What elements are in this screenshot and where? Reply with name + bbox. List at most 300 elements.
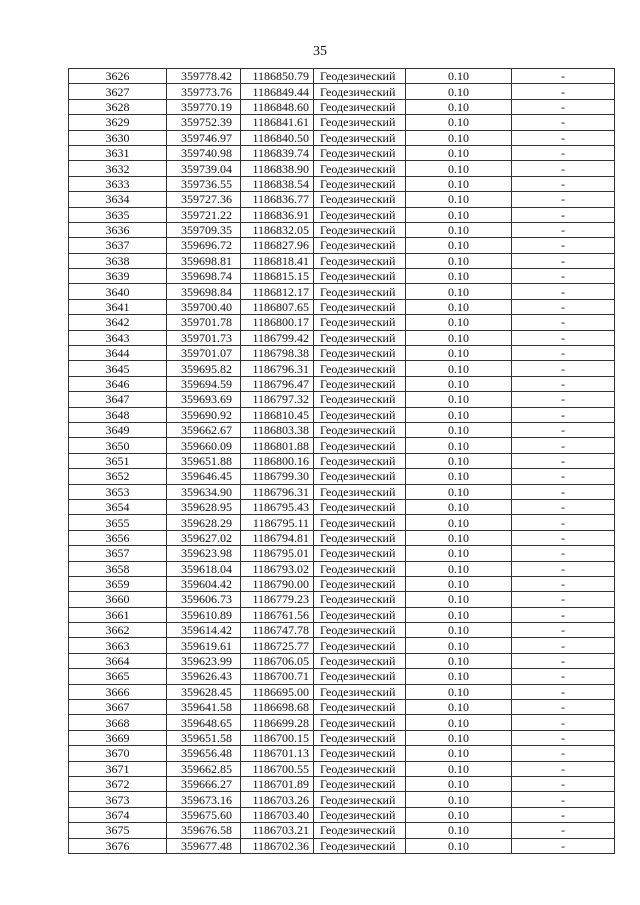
accuracy-cell: 0.10 [406, 776, 512, 791]
method-cell: Геодезический [314, 207, 406, 222]
accuracy-cell: 0.10 [406, 592, 512, 607]
y-coordinate-cell: 1186840.50 [241, 130, 314, 145]
note-cell: - [512, 530, 615, 545]
x-coordinate-cell: 359618.04 [167, 561, 241, 576]
x-coordinate-cell: 359770.19 [167, 99, 241, 114]
method-cell: Геодезический [314, 222, 406, 237]
x-coordinate-cell: 359700.40 [167, 299, 241, 314]
note-cell: - [512, 499, 615, 514]
y-coordinate-cell: 1186836.77 [241, 192, 314, 207]
point-number-cell: 3628 [69, 99, 167, 114]
note-cell: - [512, 145, 615, 160]
y-coordinate-cell: 1186797.32 [241, 392, 314, 407]
accuracy-cell: 0.10 [406, 823, 512, 838]
table-row [69, 207, 615, 222]
accuracy-cell: 0.10 [406, 346, 512, 361]
table-row [69, 269, 615, 284]
table-row [69, 238, 615, 253]
accuracy-cell: 0.10 [406, 299, 512, 314]
table-row [69, 653, 615, 668]
y-coordinate-cell: 1186701.13 [241, 746, 314, 761]
accuracy-cell: 0.10 [406, 422, 512, 437]
note-cell: - [512, 561, 615, 576]
coordinates-table-body [69, 69, 615, 854]
y-coordinate-cell: 1186799.30 [241, 469, 314, 484]
note-cell: - [512, 607, 615, 622]
method-cell: Геодезический [314, 346, 406, 361]
y-coordinate-cell: 1186801.88 [241, 438, 314, 453]
y-coordinate-cell: 1186810.45 [241, 407, 314, 422]
x-coordinate-cell: 359623.98 [167, 546, 241, 561]
accuracy-cell: 0.10 [406, 130, 512, 145]
x-coordinate-cell: 359660.09 [167, 438, 241, 453]
table-row [69, 130, 615, 145]
table-row [69, 161, 615, 176]
note-cell: - [512, 392, 615, 407]
accuracy-cell: 0.10 [406, 376, 512, 391]
accuracy-cell: 0.10 [406, 484, 512, 499]
y-coordinate-cell: 1186795.11 [241, 515, 314, 530]
accuracy-cell: 0.10 [406, 84, 512, 99]
accuracy-cell: 0.10 [406, 653, 512, 668]
point-number-cell: 3675 [69, 823, 167, 838]
accuracy-cell: 0.10 [406, 361, 512, 376]
method-cell: Геодезический [314, 592, 406, 607]
note-cell: - [512, 84, 615, 99]
x-coordinate-cell: 359701.07 [167, 346, 241, 361]
method-cell: Геодезический [314, 546, 406, 561]
y-coordinate-cell: 1186836.91 [241, 207, 314, 222]
table-row [69, 361, 615, 376]
point-number-cell: 3641 [69, 299, 167, 314]
accuracy-cell: 0.10 [406, 684, 512, 699]
method-cell: Геодезический [314, 715, 406, 730]
table-row [69, 284, 615, 299]
y-coordinate-cell: 1186699.28 [241, 715, 314, 730]
point-number-cell: 3659 [69, 576, 167, 591]
point-number-cell: 3637 [69, 238, 167, 253]
y-coordinate-cell: 1186695.00 [241, 684, 314, 699]
x-coordinate-cell: 359693.69 [167, 392, 241, 407]
accuracy-cell: 0.10 [406, 284, 512, 299]
x-coordinate-cell: 359666.27 [167, 776, 241, 791]
point-number-cell: 3664 [69, 653, 167, 668]
note-cell: - [512, 269, 615, 284]
note-cell: - [512, 453, 615, 468]
point-number-cell: 3642 [69, 315, 167, 330]
x-coordinate-cell: 359641.58 [167, 700, 241, 715]
accuracy-cell: 0.10 [406, 407, 512, 422]
point-number-cell: 3638 [69, 253, 167, 268]
y-coordinate-cell: 1186838.90 [241, 161, 314, 176]
accuracy-cell: 0.10 [406, 792, 512, 807]
table-row [69, 592, 615, 607]
note-cell: - [512, 207, 615, 222]
method-cell: Геодезический [314, 69, 406, 84]
accuracy-cell: 0.10 [406, 730, 512, 745]
point-number-cell: 3663 [69, 638, 167, 653]
x-coordinate-cell: 359675.60 [167, 807, 241, 822]
table-row [69, 69, 615, 84]
y-coordinate-cell: 1186703.26 [241, 792, 314, 807]
accuracy-cell: 0.10 [406, 669, 512, 684]
table-row [69, 253, 615, 268]
x-coordinate-cell: 359648.65 [167, 715, 241, 730]
method-cell: Геодезический [314, 145, 406, 160]
point-number-cell: 3636 [69, 222, 167, 237]
y-coordinate-cell: 1186798.38 [241, 346, 314, 361]
note-cell: - [512, 438, 615, 453]
method-cell: Геодезический [314, 238, 406, 253]
y-coordinate-cell: 1186701.89 [241, 776, 314, 791]
table-row [69, 561, 615, 576]
method-cell: Геодезический [314, 299, 406, 314]
point-number-cell: 3667 [69, 700, 167, 715]
point-number-cell: 3626 [69, 69, 167, 84]
table-row [69, 115, 615, 130]
method-cell: Геодезический [314, 669, 406, 684]
accuracy-cell: 0.10 [406, 315, 512, 330]
note-cell: - [512, 407, 615, 422]
accuracy-cell: 0.10 [406, 761, 512, 776]
method-cell: Геодезический [314, 269, 406, 284]
method-cell: Геодезический [314, 315, 406, 330]
table-row [69, 623, 615, 638]
x-coordinate-cell: 359673.16 [167, 792, 241, 807]
table-row [69, 638, 615, 653]
accuracy-cell: 0.10 [406, 392, 512, 407]
note-cell: - [512, 684, 615, 699]
x-coordinate-cell: 359619.61 [167, 638, 241, 653]
x-coordinate-cell: 359701.73 [167, 330, 241, 345]
point-number-cell: 3668 [69, 715, 167, 730]
y-coordinate-cell: 1186815.15 [241, 269, 314, 284]
y-coordinate-cell: 1186702.36 [241, 838, 314, 853]
table-row [69, 530, 615, 545]
point-number-cell: 3676 [69, 838, 167, 853]
table-row [69, 330, 615, 345]
x-coordinate-cell: 359662.67 [167, 422, 241, 437]
table-row [69, 407, 615, 422]
note-cell: - [512, 376, 615, 391]
note-cell: - [512, 653, 615, 668]
x-coordinate-cell: 359736.55 [167, 176, 241, 191]
x-coordinate-cell: 359721.22 [167, 207, 241, 222]
point-number-cell: 3648 [69, 407, 167, 422]
table-row [69, 222, 615, 237]
table-row [69, 315, 615, 330]
y-coordinate-cell: 1186812.17 [241, 284, 314, 299]
table-row [69, 515, 615, 530]
accuracy-cell: 0.10 [406, 161, 512, 176]
x-coordinate-cell: 359709.35 [167, 222, 241, 237]
note-cell: - [512, 422, 615, 437]
x-coordinate-cell: 359676.58 [167, 823, 241, 838]
y-coordinate-cell: 1186807.65 [241, 299, 314, 314]
method-cell: Геодезический [314, 407, 406, 422]
note-cell: - [512, 700, 615, 715]
note-cell: - [512, 623, 615, 638]
y-coordinate-cell: 1186779.23 [241, 592, 314, 607]
table-row [69, 576, 615, 591]
note-cell: - [512, 776, 615, 791]
table-row [69, 499, 615, 514]
method-cell: Геодезический [314, 823, 406, 838]
table-row [69, 730, 615, 745]
table-row [69, 776, 615, 791]
point-number-cell: 3674 [69, 807, 167, 822]
accuracy-cell: 0.10 [406, 69, 512, 84]
table-row [69, 838, 615, 853]
point-number-cell: 3649 [69, 422, 167, 437]
note-cell: - [512, 315, 615, 330]
note-cell: - [512, 176, 615, 191]
accuracy-cell: 0.10 [406, 453, 512, 468]
method-cell: Геодезический [314, 761, 406, 776]
x-coordinate-cell: 359656.48 [167, 746, 241, 761]
x-coordinate-cell: 359698.74 [167, 269, 241, 284]
x-coordinate-cell: 359727.36 [167, 192, 241, 207]
x-coordinate-cell: 359773.76 [167, 84, 241, 99]
accuracy-cell: 0.10 [406, 99, 512, 114]
y-coordinate-cell: 1186725.77 [241, 638, 314, 653]
note-cell: - [512, 823, 615, 838]
point-number-cell: 3652 [69, 469, 167, 484]
accuracy-cell: 0.10 [406, 638, 512, 653]
accuracy-cell: 0.10 [406, 115, 512, 130]
point-number-cell: 3651 [69, 453, 167, 468]
method-cell: Геодезический [314, 361, 406, 376]
x-coordinate-cell: 359626.43 [167, 669, 241, 684]
x-coordinate-cell: 359634.90 [167, 484, 241, 499]
note-cell: - [512, 592, 615, 607]
accuracy-cell: 0.10 [406, 269, 512, 284]
y-coordinate-cell: 1186803.38 [241, 422, 314, 437]
method-cell: Геодезический [314, 576, 406, 591]
table-row [69, 192, 615, 207]
point-number-cell: 3653 [69, 484, 167, 499]
coordinates-table [68, 68, 615, 854]
method-cell: Геодезический [314, 561, 406, 576]
x-coordinate-cell: 359746.97 [167, 130, 241, 145]
point-number-cell: 3634 [69, 192, 167, 207]
method-cell: Геодезический [314, 438, 406, 453]
method-cell: Геодезический [314, 115, 406, 130]
accuracy-cell: 0.10 [406, 145, 512, 160]
table-row [69, 715, 615, 730]
table-row [69, 823, 615, 838]
x-coordinate-cell: 359628.45 [167, 684, 241, 699]
x-coordinate-cell: 359677.48 [167, 838, 241, 853]
x-coordinate-cell: 359752.39 [167, 115, 241, 130]
method-cell: Геодезический [314, 84, 406, 99]
table-row [69, 669, 615, 684]
note-cell: - [512, 484, 615, 499]
note-cell: - [512, 69, 615, 84]
note-cell: - [512, 222, 615, 237]
method-cell: Геодезический [314, 422, 406, 437]
method-cell: Геодезический [314, 499, 406, 514]
y-coordinate-cell: 1186850.79 [241, 69, 314, 84]
note-cell: - [512, 99, 615, 114]
note-cell: - [512, 192, 615, 207]
note-cell: - [512, 361, 615, 376]
method-cell: Геодезический [314, 730, 406, 745]
method-cell: Геодезический [314, 653, 406, 668]
accuracy-cell: 0.10 [406, 530, 512, 545]
y-coordinate-cell: 1186818.41 [241, 253, 314, 268]
accuracy-cell: 0.10 [406, 715, 512, 730]
point-number-cell: 3644 [69, 346, 167, 361]
note-cell: - [512, 284, 615, 299]
table-row [69, 746, 615, 761]
x-coordinate-cell: 359628.95 [167, 499, 241, 514]
note-cell: - [512, 715, 615, 730]
accuracy-cell: 0.10 [406, 469, 512, 484]
accuracy-cell: 0.10 [406, 807, 512, 822]
table-row [69, 422, 615, 437]
x-coordinate-cell: 359662.85 [167, 761, 241, 776]
note-cell: - [512, 238, 615, 253]
x-coordinate-cell: 359698.81 [167, 253, 241, 268]
accuracy-cell: 0.10 [406, 700, 512, 715]
table-row [69, 438, 615, 453]
accuracy-cell: 0.10 [406, 438, 512, 453]
method-cell: Геодезический [314, 776, 406, 791]
accuracy-cell: 0.10 [406, 207, 512, 222]
page-number: 35 [313, 44, 327, 59]
note-cell: - [512, 299, 615, 314]
method-cell: Геодезический [314, 515, 406, 530]
accuracy-cell: 0.10 [406, 192, 512, 207]
table-row [69, 84, 615, 99]
table-row [69, 792, 615, 807]
y-coordinate-cell: 1186747.78 [241, 623, 314, 638]
y-coordinate-cell: 1186800.17 [241, 315, 314, 330]
point-number-cell: 3635 [69, 207, 167, 222]
method-cell: Геодезический [314, 176, 406, 191]
method-cell: Геодезический [314, 792, 406, 807]
method-cell: Геодезический [314, 130, 406, 145]
point-number-cell: 3673 [69, 792, 167, 807]
method-cell: Геодезический [314, 330, 406, 345]
point-number-cell: 3646 [69, 376, 167, 391]
x-coordinate-cell: 359701.78 [167, 315, 241, 330]
y-coordinate-cell: 1186703.21 [241, 823, 314, 838]
y-coordinate-cell: 1186790.00 [241, 576, 314, 591]
table-row [69, 299, 615, 314]
point-number-cell: 3662 [69, 623, 167, 638]
method-cell: Геодезический [314, 469, 406, 484]
y-coordinate-cell: 1186839.74 [241, 145, 314, 160]
table-row [69, 376, 615, 391]
point-number-cell: 3658 [69, 561, 167, 576]
table-row [69, 700, 615, 715]
note-cell: - [512, 746, 615, 761]
accuracy-cell: 0.10 [406, 746, 512, 761]
x-coordinate-cell: 359739.04 [167, 161, 241, 176]
point-number-cell: 3656 [69, 530, 167, 545]
x-coordinate-cell: 359651.58 [167, 730, 241, 745]
method-cell: Геодезический [314, 684, 406, 699]
note-cell: - [512, 638, 615, 653]
method-cell: Геодезический [314, 453, 406, 468]
x-coordinate-cell: 359690.92 [167, 407, 241, 422]
point-number-cell: 3650 [69, 438, 167, 453]
table-row [69, 484, 615, 499]
note-cell: - [512, 161, 615, 176]
y-coordinate-cell: 1186703.40 [241, 807, 314, 822]
point-number-cell: 3639 [69, 269, 167, 284]
point-number-cell: 3640 [69, 284, 167, 299]
y-coordinate-cell: 1186700.55 [241, 761, 314, 776]
x-coordinate-cell: 359646.45 [167, 469, 241, 484]
table-row [69, 684, 615, 699]
x-coordinate-cell: 359778.42 [167, 69, 241, 84]
point-number-cell: 3665 [69, 669, 167, 684]
x-coordinate-cell: 359651.88 [167, 453, 241, 468]
note-cell: - [512, 515, 615, 530]
point-number-cell: 3627 [69, 84, 167, 99]
y-coordinate-cell: 1186761.56 [241, 607, 314, 622]
y-coordinate-cell: 1186838.54 [241, 176, 314, 191]
note-cell: - [512, 346, 615, 361]
table-row [69, 761, 615, 776]
point-number-cell: 3672 [69, 776, 167, 791]
y-coordinate-cell: 1186700.71 [241, 669, 314, 684]
method-cell: Геодезический [314, 99, 406, 114]
method-cell: Геодезический [314, 253, 406, 268]
accuracy-cell: 0.10 [406, 546, 512, 561]
y-coordinate-cell: 1186796.31 [241, 361, 314, 376]
method-cell: Геодезический [314, 607, 406, 622]
accuracy-cell: 0.10 [406, 253, 512, 268]
note-cell: - [512, 253, 615, 268]
x-coordinate-cell: 359694.59 [167, 376, 241, 391]
method-cell: Геодезический [314, 530, 406, 545]
accuracy-cell: 0.10 [406, 607, 512, 622]
accuracy-cell: 0.10 [406, 515, 512, 530]
x-coordinate-cell: 359740.98 [167, 145, 241, 160]
y-coordinate-cell: 1186700.15 [241, 730, 314, 745]
table-row [69, 392, 615, 407]
x-coordinate-cell: 359623.99 [167, 653, 241, 668]
y-coordinate-cell: 1186706.05 [241, 653, 314, 668]
x-coordinate-cell: 359695.82 [167, 361, 241, 376]
x-coordinate-cell: 359627.02 [167, 530, 241, 545]
note-cell: - [512, 469, 615, 484]
table-row [69, 469, 615, 484]
note-cell: - [512, 576, 615, 591]
point-number-cell: 3661 [69, 607, 167, 622]
x-coordinate-cell: 359610.89 [167, 607, 241, 622]
point-number-cell: 3670 [69, 746, 167, 761]
table-row [69, 176, 615, 191]
y-coordinate-cell: 1186796.31 [241, 484, 314, 499]
method-cell: Геодезический [314, 161, 406, 176]
accuracy-cell: 0.10 [406, 222, 512, 237]
point-number-cell: 3657 [69, 546, 167, 561]
method-cell: Геодезический [314, 392, 406, 407]
accuracy-cell: 0.10 [406, 623, 512, 638]
y-coordinate-cell: 1186800.16 [241, 453, 314, 468]
table-row [69, 607, 615, 622]
accuracy-cell: 0.10 [406, 330, 512, 345]
point-number-cell: 3655 [69, 515, 167, 530]
y-coordinate-cell: 1186793.02 [241, 561, 314, 576]
method-cell: Геодезический [314, 284, 406, 299]
table-row [69, 145, 615, 160]
